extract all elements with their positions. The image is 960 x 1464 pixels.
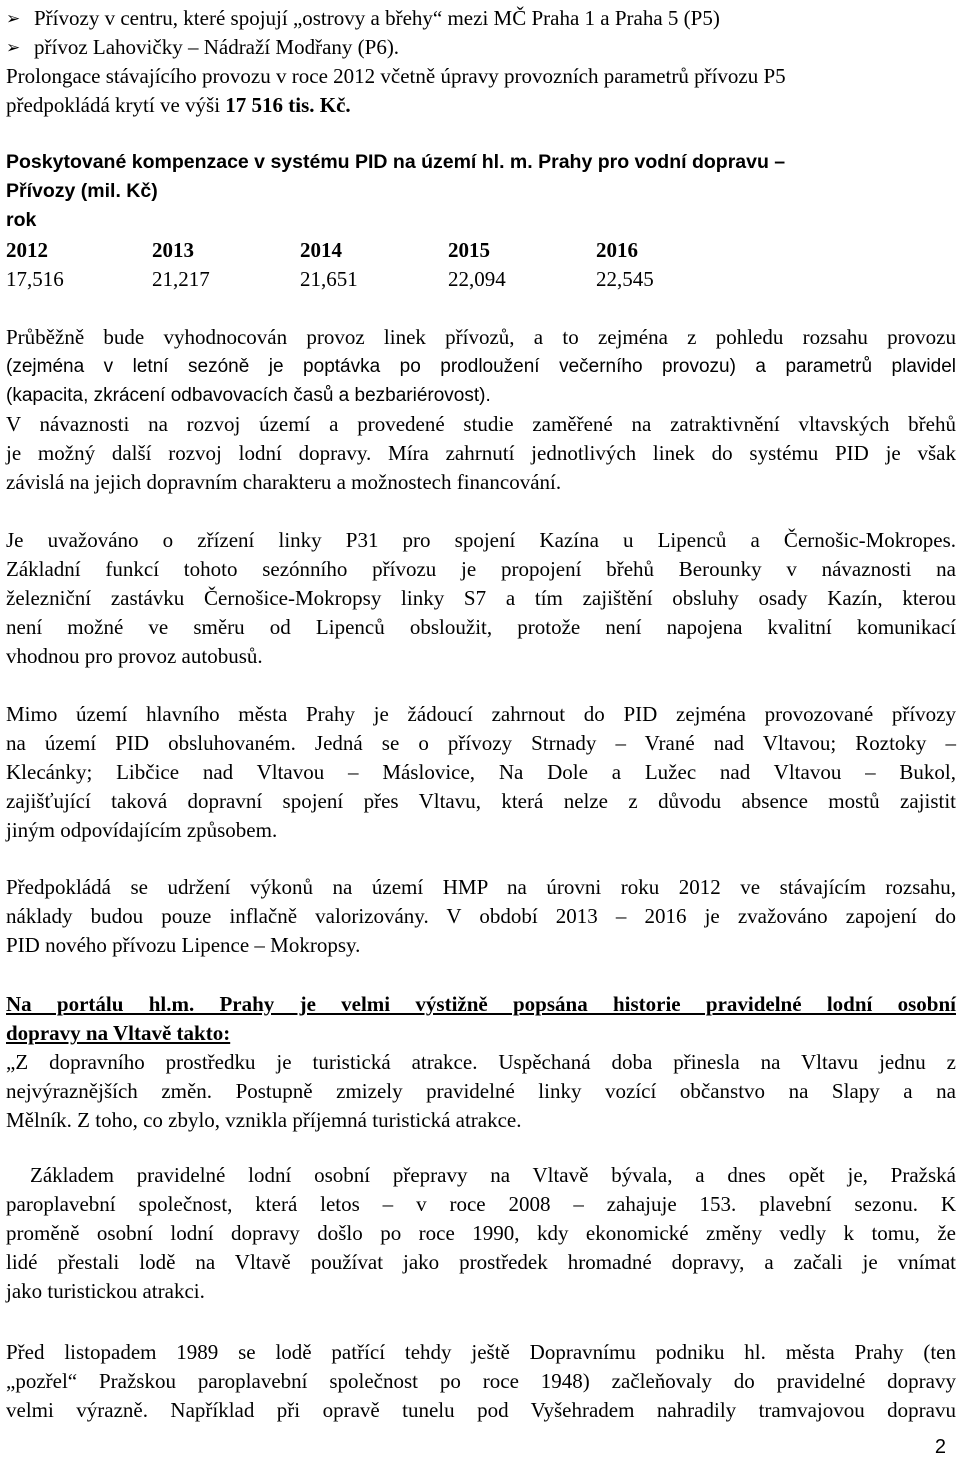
paragraph-portal: Na portálu hl.m. Prahy je velmi výstižně popsána historie pravidelné lodní osobní dopravy na Vltavě takto: „Z dopravního prostředku je turistická atrakce. Uspěchaná doba přinesla na Vltavu jednu z nejvýraznějších změn. Postupně zmizely pravidelné linky vozící občanstvo na Slapy a na Mělník. Z toho, co zbylo, vznikla příjemná turistická atrakce. xyxy=(6,992,956,1132)
paragraph-history: Základem pravidelné lodní osobní přepravy na Vltavě bývala, a dnes opět je, Pražská paroplavební společnost, která letos – v roce 2008 – zahajuje 153. plavební sezonu. K proměně osobní lodní dopravy došlo po roce 1990, kdy ekonomické změny vedly k tomu, že lidé přestali lodě na Vltavě používat jako prostředek hromadné dopravy, a začali je vnímat jako turistickou atrakci. xyxy=(6,1163,956,1303)
list-item: ➢ přívoz Lahovičky – Nádraží Modřany (P6). xyxy=(6,33,956,62)
paragraph-evaluation: Průběžně bude vyhodnocován provoz linek přívozů, a to zejména z pohledu rozsahu provozu (zejména v letní sezóně je poptávka po prodloužení večerního provozu) a parametrů plavidel (kapacita, zkrácení odbavovacích časů a bezbariérovost). V návaznosti na rozvoj území a provedené studie zaměřené na zatraktivnění vltavských břehů je možný další rozvoj lodní dopravy. Míra zahrnutí jednotlivých linek do systému PID je však závislá na jejich dopravním charakteru a možnostech financování. xyxy=(6,325,956,494)
arrow-bullet-icon: ➢ xyxy=(6,38,21,57)
compensation-table xyxy=(6,236,956,294)
compensation-heading: Poskytované kompenzace v systému PID na území hl. m. Prahy pro vodní dopravu – Přívozy (mil. Kč) rok xyxy=(6,151,786,231)
paragraph-before-1989: Před listopadem 1989 se lodě patřící tehdy ještě Dopravnímu podniku hl. města Prahy (ten „pozřel“ Pražskou paroplavební společnost po roce 1948) začleňovaly do pravidelné dopravy velmi výrazně. Například při opravě tunelu pod Vyšehradem nahradily tramvajovou dopravu xyxy=(6,1340,956,1422)
list-item: ➢ Přívozy v centru, které spojují „ostrovy a břehy“ mezi MČ Praha 1 a Praha 5 (P5) xyxy=(6,4,956,33)
table-header-row: 2012 2013 2014 2015 2016 xyxy=(6,238,638,262)
bullet-list xyxy=(6,4,956,62)
intro-paragraph: Prolongace stávajícího provozu v roce 2012 včetně úpravy provozních parametrů přívozu P5 předpokládá krytí ve výši 17 516 tis. Kč. xyxy=(6,64,786,117)
page-number: 2 xyxy=(934,1436,946,1458)
table-row: 17,516 21,217 21,651 22,094 22,545 xyxy=(6,267,654,291)
arrow-bullet-icon: ➢ xyxy=(6,9,21,28)
paragraph-hmp: Předpokládá se udržení výkonů na území HMP na úrovni roku 2012 ve stávajícím rozsahu, náklady budou pouze inflačně valorizovány. V období 2013 – 2016 je zvažováno zapojení do PID nového přívozu Lipence – Mokropsy. xyxy=(6,875,956,957)
paragraph-outside-prague: Mimo území hlavního města Prahy je žádoucí zahrnout do PID zejména provozované přívozy na území PID obsluhovaném. Jedná se o přívozy Strnady – Vrané nad Vltavou; Roztoky – Klecánky; Libčice nad Vltavou – Máslovice, Na Dole a Lužec nad Vltavou – Bukol, zajišťující taková dopravní spojení přes Vltavu, která nelze z důvodu absence mostů zajistit jiným odpovídajícím způsobem. xyxy=(6,702,956,842)
paragraph-p31: Je uvažováno o zřízení linky P31 pro spojení Kazína u Lipenců a Černošic-Mokropes. Základní funkcí tohoto sezónního přívozu je propojení břehů Berounky v návaznosti na železniční zastávku Černošice-Mokropsy linky S7 a tím zajištění obsluhy osady Kazín, kterou není možné ve směru od Lipenců obsloužit, protože není napojena kvalitní komunikací vhodnou pro provoz autobusů. xyxy=(6,528,956,668)
